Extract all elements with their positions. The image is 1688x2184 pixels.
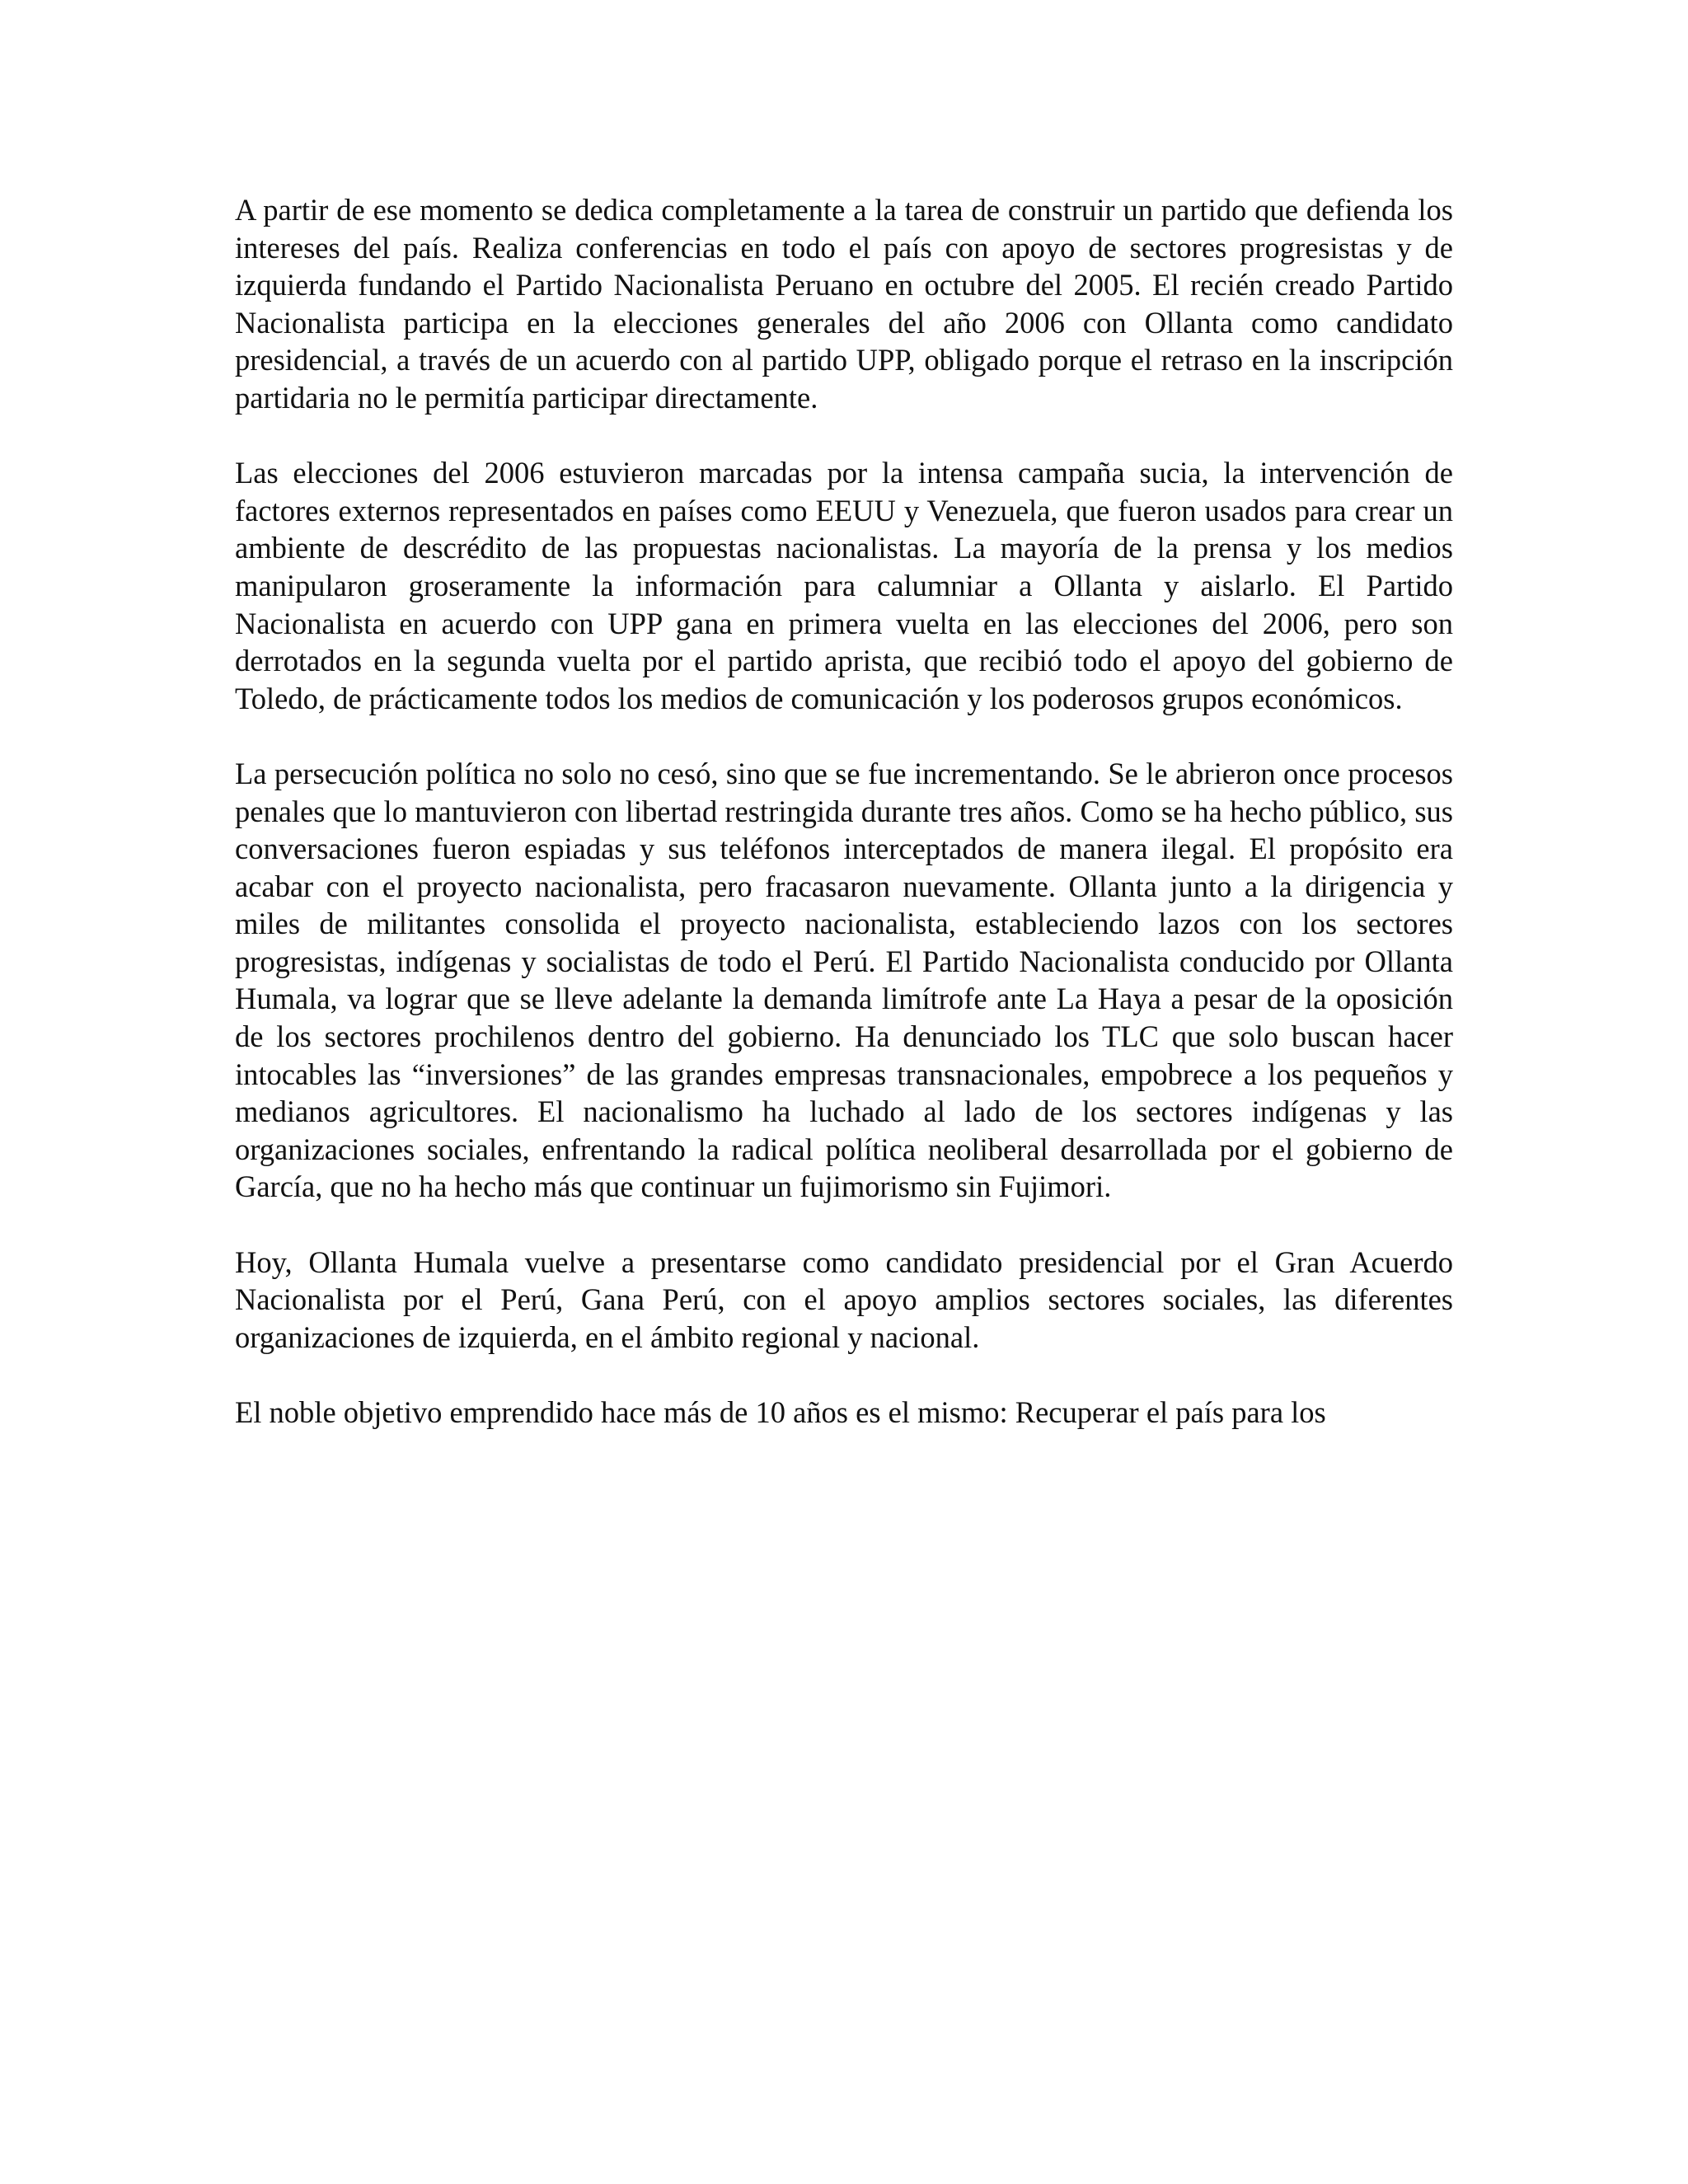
paragraph-political-persecution: La persecución política no solo no cesó, sino que se fue incrementando. Se le abrieron once procesos penales que lo mantuvieron con libertad restringida durante tres años. Como se ha hecho público, sus conversaciones fueron espiadas y sus teléfonos interceptados de manera ilegal. El propósito era acabar con el proyecto nacionalista, pero fracasaron nuevamente. Ollanta junto a la dirigencia y miles de militantes consolida el proyecto nacionalista, estableciendo lazos con los sectores progresistas, indígenas y socialistas de todo el Perú. El Partido Nacionalista conducido por Ollanta Humala, va lograr que se lleve adelante la demanda limítrofe ante La Haya a pesar de la oposición de los sectores prochilenos dentro del gobierno. Ha denunciado los TLC que solo buscan hacer intocables las “inversiones” de las grandes empresas transnacionales, empobrece a los pequeños y medianos agricultores. El nacionalismo ha luchado al lado de los sectores indígenas y las organizaciones sociales, enfrentando la radical política neoliberal desarrollada por el gobierno de García, que no ha hecho más que continuar un fujimorismo sin Fujimori. <box>235 756 1453 1204</box>
paragraph-elections-2006: Las elecciones del 2006 estuvieron marcadas por la intensa campaña sucia, la intervención de factores externos representados en países como EEUU y Venezuela, que fueron usados para crear un ambiente de descrédito de las propuestas nacionalistas. La mayoría de la prensa y los medios manipularon groseramente la información para calumniar a Ollanta y aislarlo. El Partido Nacionalista en acuerdo con UPP gana en primera vuelta en las elecciones del 2006, pero son derrotados en la segunda vuelta por el partido aprista, que recibió todo el apoyo del gobierno de Toledo, de prácticamente todos los medios de comunicación y los poderosos grupos económicos. <box>235 456 1453 715</box>
paragraph-founding-party: A partir de ese momento se dedica completamente a la tarea de construir un partido que defienda los intereses del país. Realiza conferencias en todo el país con apoyo de sectores progresistas y de izquierda fundando el Partido Nacionalista Peruano en octubre del 2005. El recién creado Partido Nacionalista participa en la elecciones generales del año 2006 con Ollanta como candidato presidencial, a través de un acuerdo con al partido UPP, obligado porque el retraso en la inscripción partidaria no le permitía participar directamente. <box>235 193 1453 415</box>
paragraph-noble-objective: El noble objetivo emprendido hace más de 10 años es el mismo: Recuperar el país para los <box>235 1395 1326 1429</box>
paragraph-candidacy-gana-peru: Hoy, Ollanta Humala vuelve a presentarse como candidato presidencial por el Gran Acuerdo Nacionalista por el Perú, Gana Perú, con el apoyo amplios sectores sociales, las diferentes organizaciones de izquierda, en el ámbito regional y nacional. <box>235 1244 1453 1354</box>
document-body <box>235 191 1453 1432</box>
